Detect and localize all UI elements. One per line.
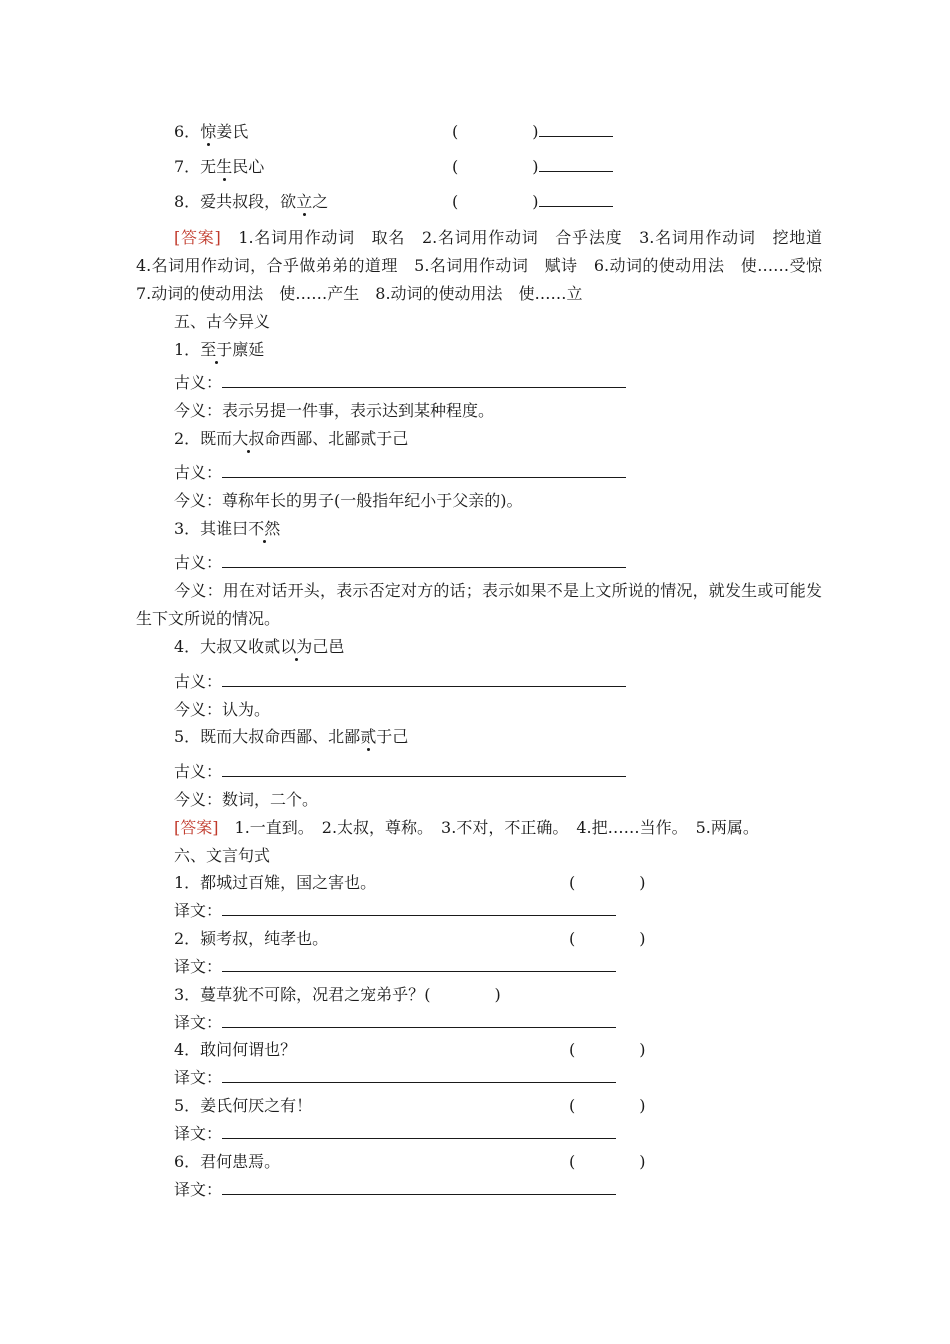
- dotted-char: 惊: [200, 122, 217, 141]
- answer-tag: [答案]: [174, 818, 219, 837]
- section-title-sentence: 六、文言句式: [174, 846, 271, 865]
- translation-6[interactable]: 译文：: [174, 1180, 616, 1200]
- answer-blank-7[interactable]: ( ): [452, 157, 613, 177]
- gujin-item-5: 5．既而大叔命西鄙、北鄙贰于己: [174, 727, 409, 746]
- translation-4[interactable]: 译文：: [174, 1068, 616, 1088]
- gujin-ancient-4[interactable]: 古义：: [174, 672, 626, 692]
- gujin-ancient-2[interactable]: 古义：: [174, 463, 626, 483]
- usage-item-8: 8．爱共叔段，欲立之: [174, 192, 329, 211]
- dotted-char: 大叔: [232, 429, 265, 448]
- gujin-modern-3: 今义：用在对话开头，表示否定对方的话；表示如果不是上文所说的情况，就发生或可能发生下文所说的情况。: [136, 581, 822, 628]
- dotted-char: 以为: [280, 637, 313, 656]
- usage-item-7: 7．无生民心: [174, 157, 265, 176]
- dotted-char: 不然: [248, 519, 281, 538]
- dotted-char: 生: [216, 157, 233, 176]
- sentence-item-6: 6．君何患焉。: [174, 1152, 281, 1171]
- sentence-type-blank-1[interactable]: ( ): [569, 873, 646, 892]
- sentence-item-2: 2．颍考叔，纯孝也。: [174, 929, 329, 948]
- dotted-char: 贰: [360, 727, 377, 746]
- sentence-type-blank-6[interactable]: ( ): [569, 1152, 646, 1171]
- dotted-char: 至于: [200, 340, 233, 359]
- gujin-item-4: 4．大叔又收贰以为己邑: [174, 637, 345, 656]
- gujin-answer: [答案] 1.一直到。 2.太叔，尊称。 3.不对，不正确。 4.把……当作。 5.两属。: [174, 818, 759, 837]
- gujin-item-2: 2．既而大叔命西鄙、北鄙贰于己: [174, 429, 409, 448]
- sentence-item-3: 3．蔓草犹不可除，况君之宠弟乎？( ): [174, 985, 501, 1004]
- sentence-type-blank-4[interactable]: ( ): [569, 1040, 646, 1059]
- usage-answer: [答案] 1.名词用作动词 取名 2.名词用作动词 合乎法度 3.名词用作动词 挖地道 4.名词用作动词，合乎做弟弟的道理 5.名词用作动词 赋诗 6.动词的使动用法 使……受惊 7.动词的使动用法 使……产生 8.动词的使动用法 使……立: [136, 228, 839, 303]
- answer-blank-8[interactable]: ( ): [452, 192, 613, 212]
- answer-blank-6[interactable]: ( ): [452, 122, 613, 142]
- gujin-item-3: 3．其谁曰不然: [174, 519, 281, 538]
- gujin-modern-2: 今义：尊称年长的男子(一般指年纪小于父亲的)。: [174, 491, 523, 510]
- usage-item-6: 6．惊姜氏: [174, 122, 249, 141]
- gujin-modern-1: 今义：表示另提一件事，表示达到某种程度。: [174, 401, 495, 420]
- sentence-item-5: 5．姜氏何厌之有！: [174, 1096, 313, 1115]
- sentence-type-blank-2[interactable]: ( ): [569, 929, 646, 948]
- section-title-gujin: 五、古今异义: [174, 312, 271, 331]
- gujin-modern-5: 今义：数词，二个。: [174, 790, 319, 809]
- dotted-char: 立: [296, 192, 313, 211]
- translation-5[interactable]: 译文：: [174, 1124, 616, 1144]
- translation-2[interactable]: 译文：: [174, 957, 616, 977]
- sentence-item-1: 1．都城过百雉，国之害也。: [174, 873, 377, 892]
- gujin-ancient-1[interactable]: 古义：: [174, 373, 626, 393]
- translation-3[interactable]: 译文：: [174, 1013, 616, 1033]
- gujin-modern-4: 今义：认为。: [174, 700, 271, 719]
- gujin-ancient-3[interactable]: 古义：: [174, 553, 626, 573]
- gujin-ancient-5[interactable]: 古义：: [174, 762, 626, 782]
- sentence-type-blank-5[interactable]: ( ): [569, 1096, 646, 1115]
- gujin-item-1: 1．至于廪延: [174, 340, 265, 359]
- answer-tag: [答案]: [174, 228, 221, 247]
- sentence-item-4: 4．敢问何谓也？: [174, 1040, 297, 1059]
- translation-1[interactable]: 译文：: [174, 901, 616, 921]
